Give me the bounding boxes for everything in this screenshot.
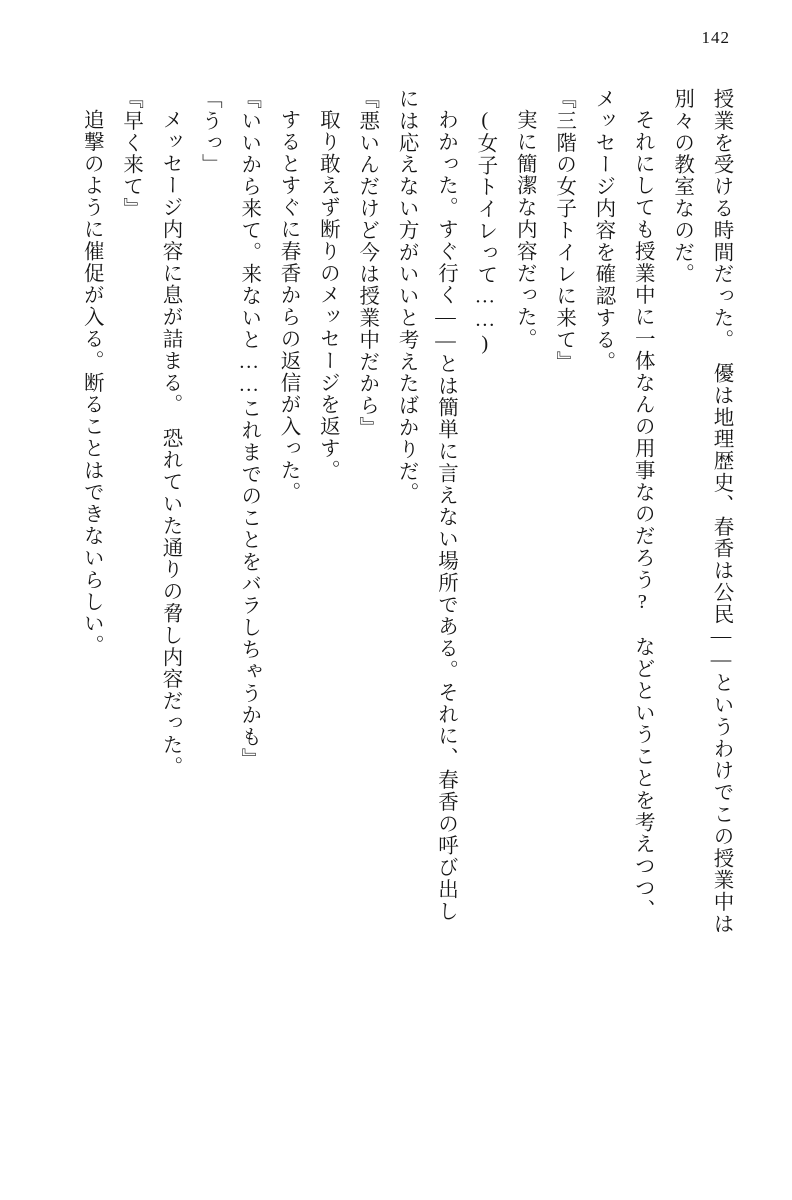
paragraph: 『三階の女子トイレに来て』	[552, 88, 575, 373]
paragraph: には応えない方がいいと考えたばかりだ。	[395, 88, 418, 505]
paragraph: 実に簡潔な内容だった。	[513, 108, 536, 350]
paragraph: 授業を受ける時間だった。 優は地理歴史、春香は公民——というわけでこの授業中は	[710, 88, 732, 935]
paragraph: わかった。すぐ行く——とは簡単に言えない場所である。それに、春香の呼び出し	[434, 108, 457, 922]
paragraph: 『早く来て』	[119, 88, 142, 220]
paragraph: それにしても授業中に一体なんの用事なのだろう? などということを考えつつ、	[631, 108, 654, 921]
page-number: 142	[701, 28, 730, 47]
paragraph: 「うっ」	[198, 88, 221, 176]
paragraph: (女子トイレって……)	[473, 108, 496, 356]
paragraph: メッセージ内容に息が詰まる。 恐れていた通りの脅し内容だった。	[158, 108, 181, 778]
paragraph: 追撃のように催促が入る。断ることはできないらしい。	[80, 108, 103, 656]
paragraph: するとすぐに春香からの返信が入った。	[277, 108, 300, 503]
paragraph: メッセージ内容を確認する。	[591, 88, 614, 373]
paragraph: 別々の教室なのだ。	[670, 88, 693, 286]
paragraph: 『いいから来て。来ないと……これまでのことをバラしちゃうかも』	[237, 88, 260, 770]
paragraph: 取り敢えず断りのメッセージを返す。	[316, 108, 339, 481]
paragraph: 『悪いんだけど今は授業中だから』	[355, 88, 378, 439]
page-body-text	[50, 88, 740, 1148]
